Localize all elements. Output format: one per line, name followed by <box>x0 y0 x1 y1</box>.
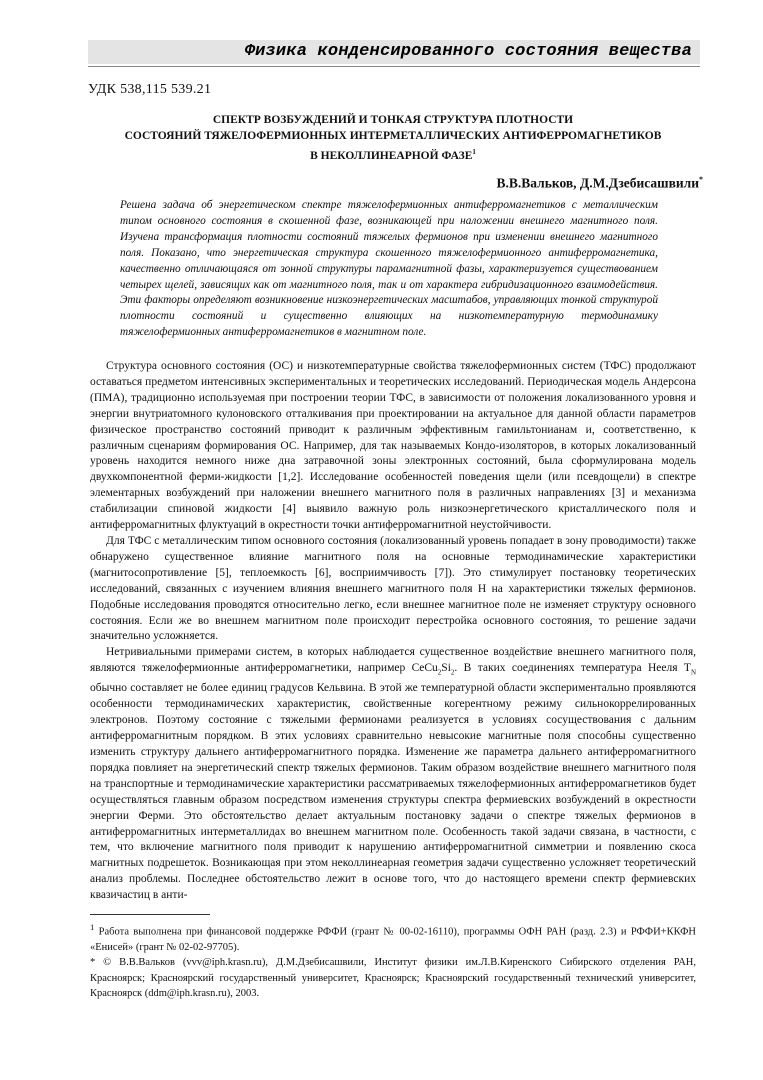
paragraph-1: Структура основного состояния (ОС) и низкотемпературные свойства тяжелофермионных систем (ТФС) продолжают оставаться предметом интенсивных экспериментальных и теоретических исследований. Периодическая модель Андерсона (ПМА), традиционно используемая при построении теории ТФС, в зависимости от положения локализованного уровня и энергии внутриатомного кулоновского отталкивания при проектировании на актуальное для данной области параметров физическое пространство состояний приводит к различным эффективным гамильтонианам и, соответственно, к различным сценариям формирования ОС. Например, для так называемых Кондо-изоляторов, в которых локализованный уровень находится немного ниже дна затравочной зоны электронных состояний, была сформулирована модель двухкомпонентной ферми-жидкости [1,2]. Исследование особенностей поведения щели (или псевдощели) в спектре элементарных возбуждений при наложении внешнего магнитного поля в различных направлениях [3] и механизма стабилизации спиновой жидкости [4] выявило важную роль низкоэнергетического кристаллического поля и антиферромагнитных флуктуаций в окрестности точки антиферромагнитной неустойчивости. <box>90 360 696 532</box>
title-footnote-mark: 1 <box>472 148 476 156</box>
footnote-2: * © В.В.Вальков (vvv@iph.krasn.ru), Д.М.Дзебисашвили, Институт физики им.Л.В.Киренского Сибирского отделения РАН, Красноярск; Красноярский государственный университет, Красноярск; Красноярский государственный технический университет, Красноярск (ddm@iph.krasn.ru), 2003. <box>90 957 696 1000</box>
title-line-2: СОСТОЯНИЙ ТЯЖЕЛОФЕРМИОННЫХ ИНТЕРМЕТАЛЛИЧЕСКИХ АНТИФЕРРОМАГНЕТИКОВ <box>124 130 662 142</box>
paragraph-2: Для ТФС с металлическим типом основного состояния (локализованный уровень попадает в зону проводимости) также обнаружено существенное влияние магнитного поля на основные термодинамические характеристики (магнитосопротивление [5], теплоемкость [6], восприимчивость [7]). Это стимулирует постановку теоретических исследований, связанных с изучением влияния внешнего магнитного поля H на характеристики тяжелых фермионов. Подобные исследования проводятся относительно легко, если внешнее магнитное поле не изменяет структуру основного состояния. Если же во внешнем магнитном поле происходит перестройка основного состояния, то решение задачи значительно усложняется. <box>90 534 696 643</box>
authors-text: В.В.Вальков, Д.М.Дзебисашвили <box>496 175 699 191</box>
abstract: Решена задача об энергетическом спектре тяжелофермионных антиферромагнетиков с металлическим типом основного состояния в скошенной фазе, возникающей при наложении внешнего магнитного поля. Изучена трансформация плотности состояний тяжелых фермионов при изменении внешнего магнитного поля. Показано, что энергетическая структура скошенного тяжелофермионного антиферромагнетика, качественно отличающаяся от зонной структуры парамагнитной фазы, характеризуется существованием четырех щелей, зависящих как от магнитного поля, так и от характера гибридизационного взаимодействия. Эти факторы определяют возникновение низкоэнергетических масштабов, управляющих тонкой структурой плотности состояний и существенно влияющих на низкотемпературную термодинамику тяжелофермионных антиферромагнетиков в магнитном поле. <box>120 199 658 339</box>
footnote-1 <box>90 920 696 955</box>
footnotes <box>90 920 696 1002</box>
header-rule <box>88 66 700 67</box>
footnote-1-text: Работа выполнена при финансовой поддержке РФФИ (грант № 00-02-16110), программы ОФН РАН (разд. 2.3) и РФФИ+ККФН «Енисей» (грант № 02-02-97705). <box>90 926 696 953</box>
p3-sub-3: N <box>690 668 696 677</box>
article-title <box>88 112 698 164</box>
footnote-1-mark: 1 <box>90 922 95 932</box>
p3-sub-1: 2 <box>437 668 442 677</box>
footnote-rule <box>90 914 210 915</box>
title-line-1: СПЕКТР ВОЗБУЖДЕНИЙ И ТОНКАЯ СТРУКТУРА ПЛОТНОСТИ <box>212 114 574 126</box>
authors-mark: * <box>699 175 703 184</box>
article-body <box>90 359 696 904</box>
journal-section-title: Физика конденсированного состояния вещества <box>244 42 692 61</box>
title-line-3 <box>88 144 698 164</box>
paragraph-3 <box>90 645 696 904</box>
p3-part-b: Si <box>441 662 451 675</box>
p3-part-d: обычно составляет не более единиц градусов Кельвина. В этой же температурной области экспериментально проявляются особенности термодинамических характеристик, свойственные когерентному режиму сильнокоррелированных электронов. Поэтому состояние с тяжелыми фермионами реализуется в условиях сосуществования с дальним антиферромагнитным порядком. В этих условиях сравнительно невысокие магнитные поля способны существенно изменить структуру дальнего антиферромагнитного порядка. Изменение же параметра дальнего антиферромагнитного порядка повлияет на энергетический спектр тяжелых фермионов. Таким образом воздействие внешнего магнитного поля на транспортные и термодинамические характеристики рассматриваемых тяжелофермионных антиферромагнетиков будет осуществляться главным образом посредством изменения структуры спектра фермиевских возбуждений в окрестности энергии Ферми. Это обстоятельство делает актуальным постановку задачи о спектре тяжелых фермионов в антиферромагнитных интерметаллидах во внешнем магнитном поле. Особенность такой задачи связана, в частности, с тем, что включение магнитного поля приводит к нарушению антиферромагнитной симметрии и появлению скоса магнитных подрешеток. Возникающая при этом неколлинеарная геометрия задачи существенно усложняет теоретический анализ проблемы. Последнее обстоятельство лежит в основе того, что до настоящего времени спектр фермиевских квазичастиц в анти- <box>90 682 696 902</box>
p3-sub-2: 2 <box>450 668 455 677</box>
p3-part-a: Нетривиальными примерами систем, в которых наблюдается существенное воздействие внешнего магнитного поля, являются тяжелофермионные антиферромагнетики, например CeCu <box>90 646 696 675</box>
p3-part-c: . В таких соединениях температура Нееля T <box>454 662 691 675</box>
title-line-3-text: В НЕКОЛЛИНЕАРНОЙ ФАЗЕ <box>310 149 473 162</box>
udc-code: УДК 538,115 539.21 <box>88 82 212 97</box>
authors <box>497 175 703 192</box>
